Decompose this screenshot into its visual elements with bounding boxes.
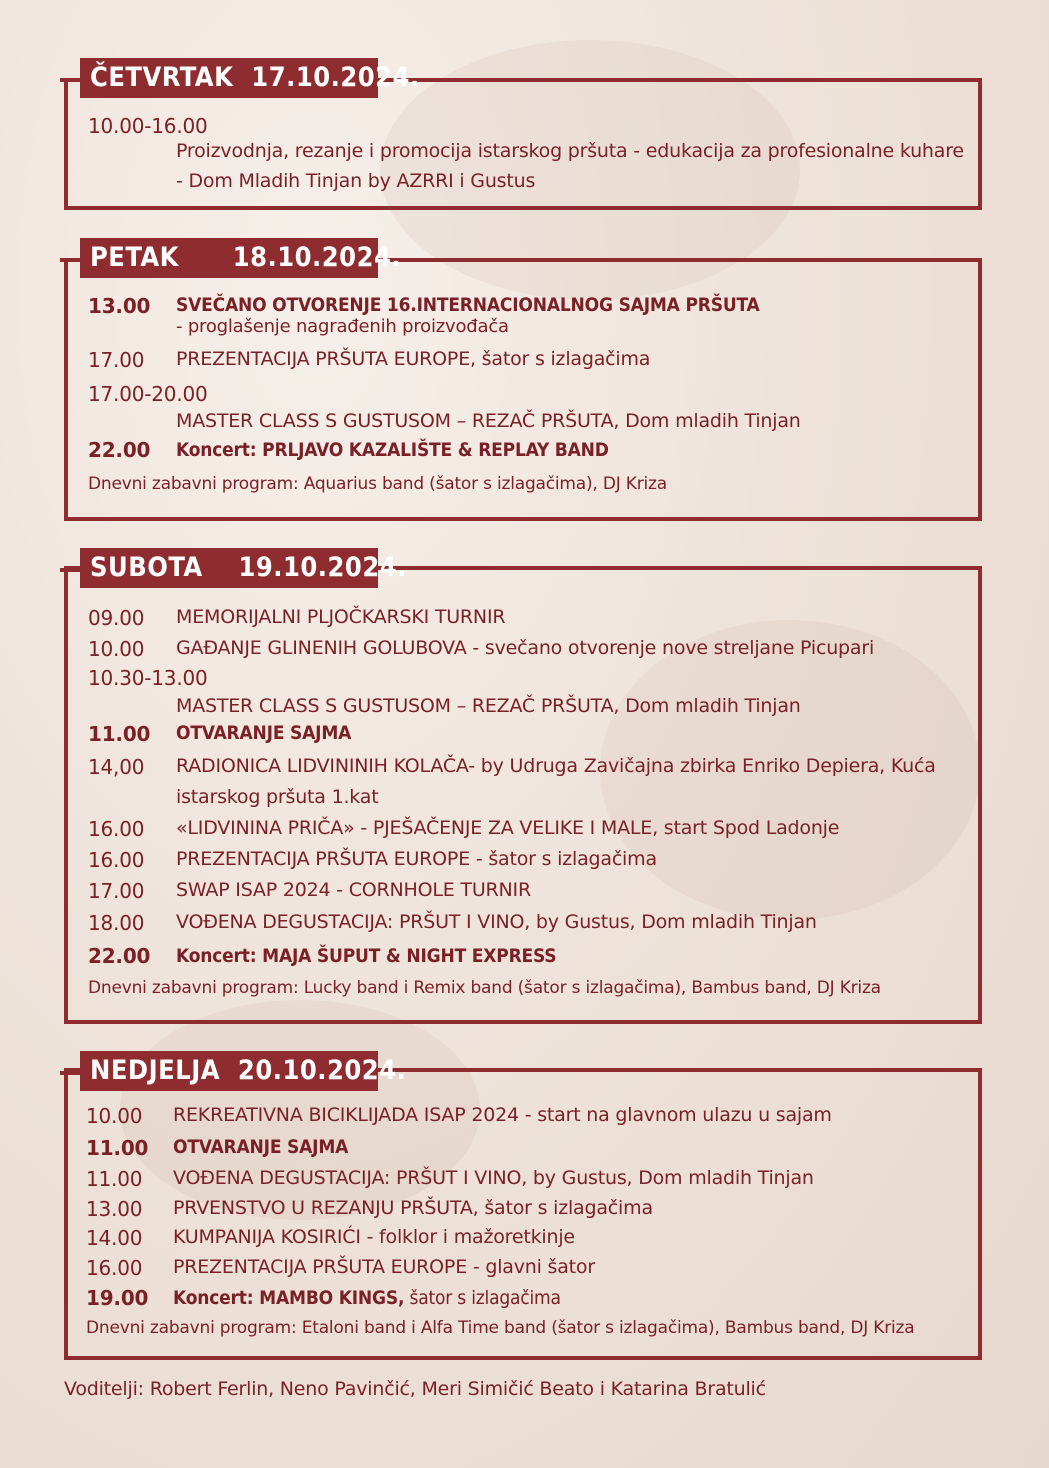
daily-program-note: Dnevni zabavni program: Etaloni band i Alfa Time band (šator s izlagačima), Bambus band, DJ Kriza [86, 1318, 915, 1338]
event-time: 22.00 [88, 944, 151, 968]
event-text: «LIDVININA PRIČA» - PJEŠAČENJE ZA VELIKE I MALE, start Spod Ladonje [176, 817, 840, 839]
event-text: OTVARANJE SAJMA [176, 722, 352, 744]
event-text: RADIONICA LIDVININIH KOLAČA- by Udruga Zavičajna zbirka Enriko Depiera, Kuća [176, 755, 936, 777]
day-title-thursday: ČETVRTAK 17.10.2024. [80, 58, 378, 98]
hosts-footer: Voditelji: Robert Ferlin, Neno Pavinčić, Meri Simičić Beato i Katarina Bratulić [64, 1378, 766, 1400]
event-time: 14.00 [86, 1226, 143, 1250]
event-time: 11.00 [88, 722, 151, 746]
event-time: 17.00 [88, 348, 145, 372]
event-time: 10.00-16.00 [88, 114, 208, 138]
event-text: OTVARANJE SAJMA [173, 1136, 349, 1158]
event-text: GAĐANJE GLINENIH GOLUBOVA - svečano otvorenje nove streljane Picupari [176, 637, 875, 659]
event-text: MASTER CLASS S GUSTUSOM – REZAČ PRŠUTA, Dom mladih Tinjan [176, 410, 801, 432]
event-time: 10.30-13.00 [88, 666, 208, 690]
event-time: 18.00 [88, 911, 145, 935]
event-time: 17.00-20.00 [88, 382, 208, 406]
event-time: 19.00 [86, 1286, 149, 1310]
event-time: 11.00 [86, 1167, 143, 1191]
event-time: 13.00 [88, 294, 151, 318]
event-time: 16.00 [88, 817, 145, 841]
event-time: 14,00 [88, 755, 145, 779]
event-time: 13.00 [86, 1197, 143, 1221]
event-text: PREZENTACIJA PRŠUTA EUROPE, šator s izlagačima [176, 348, 651, 370]
event-text: Proizvodnja, rezanje i promocija istarskog pršuta - edukacija za profesionalne kuhare [176, 140, 964, 162]
day-title-saturday: SUBOTA 19.10.2024. [80, 548, 378, 588]
event-time: 10.00 [88, 637, 145, 661]
event-text: SVEČANO OTVORENJE 16.INTERNACIONALNOG SAJMA PRŠUTA [176, 294, 760, 316]
day-title-friday: PETAK 18.10.2024. [80, 238, 378, 278]
day-title-sunday: NEDJELJA 20.10.2024. [80, 1051, 378, 1091]
event-text: VOĐENA DEGUSTACIJA: PRŠUT I VINO, by Gustus, Dom mladih Tinjan [173, 1167, 814, 1189]
daily-program-note: Dnevni zabavni program: Aquarius band (šator s izlagačima), DJ Kriza [88, 474, 667, 494]
event-text: Koncert: PRLJAVO KAZALIŠTE & REPLAY BAND [176, 439, 609, 461]
event-text: Koncert: MAJA ŠUPUT & NIGHT EXPRESS [176, 945, 557, 967]
event-text: Koncert: MAMBO KINGS, šator s izlagačima [173, 1287, 561, 1309]
event-subtext: - proglašenje nagrađenih proizvođača [176, 316, 509, 337]
event-time: 09.00 [88, 606, 145, 630]
event-text: KUMPANIJA KOSIRIĆI - folklor i mažoretkinje [173, 1226, 575, 1248]
event-time: 16.00 [88, 848, 145, 872]
event-text: PREZENTACIJA PRŠUTA EUROPE - glavni šator [173, 1256, 595, 1278]
event-text: REKREATIVNA BICIKLIJADA ISAP 2024 - start na glavnom ulazu u sajam [173, 1104, 832, 1126]
event-text: istarskog pršuta 1.kat [176, 786, 379, 808]
event-text: MASTER CLASS S GUSTUSOM – REZAČ PRŠUTA, Dom mladih Tinjan [176, 695, 801, 717]
daily-program-note: Dnevni zabavni program: Lucky band i Remix band (šator s izlagačima), Bambus band, DJ Kriza [88, 978, 881, 998]
event-text: PRVENSTVO U REZANJU PRŠUTA, šator s izlagačima [173, 1197, 653, 1219]
event-time: 10.00 [86, 1104, 143, 1128]
event-text: SWAP ISAP 2024 - CORNHOLE TURNIR [176, 879, 531, 901]
event-text: MEMORIJALNI PLJOČKARSKI TURNIR [176, 606, 506, 628]
event-text: VOĐENA DEGUSTACIJA: PRŠUT I VINO, by Gustus, Dom mladih Tinjan [176, 911, 817, 933]
event-time: 22.00 [88, 438, 151, 462]
event-text: PREZENTACIJA PRŠUTA EUROPE - šator s izlagačima [176, 848, 657, 870]
event-time: 16.00 [86, 1256, 143, 1280]
event-text: - Dom Mladih Tinjan by AZRRI i Gustus [176, 170, 536, 192]
event-time: 17.00 [88, 879, 145, 903]
event-time: 11.00 [86, 1136, 149, 1160]
